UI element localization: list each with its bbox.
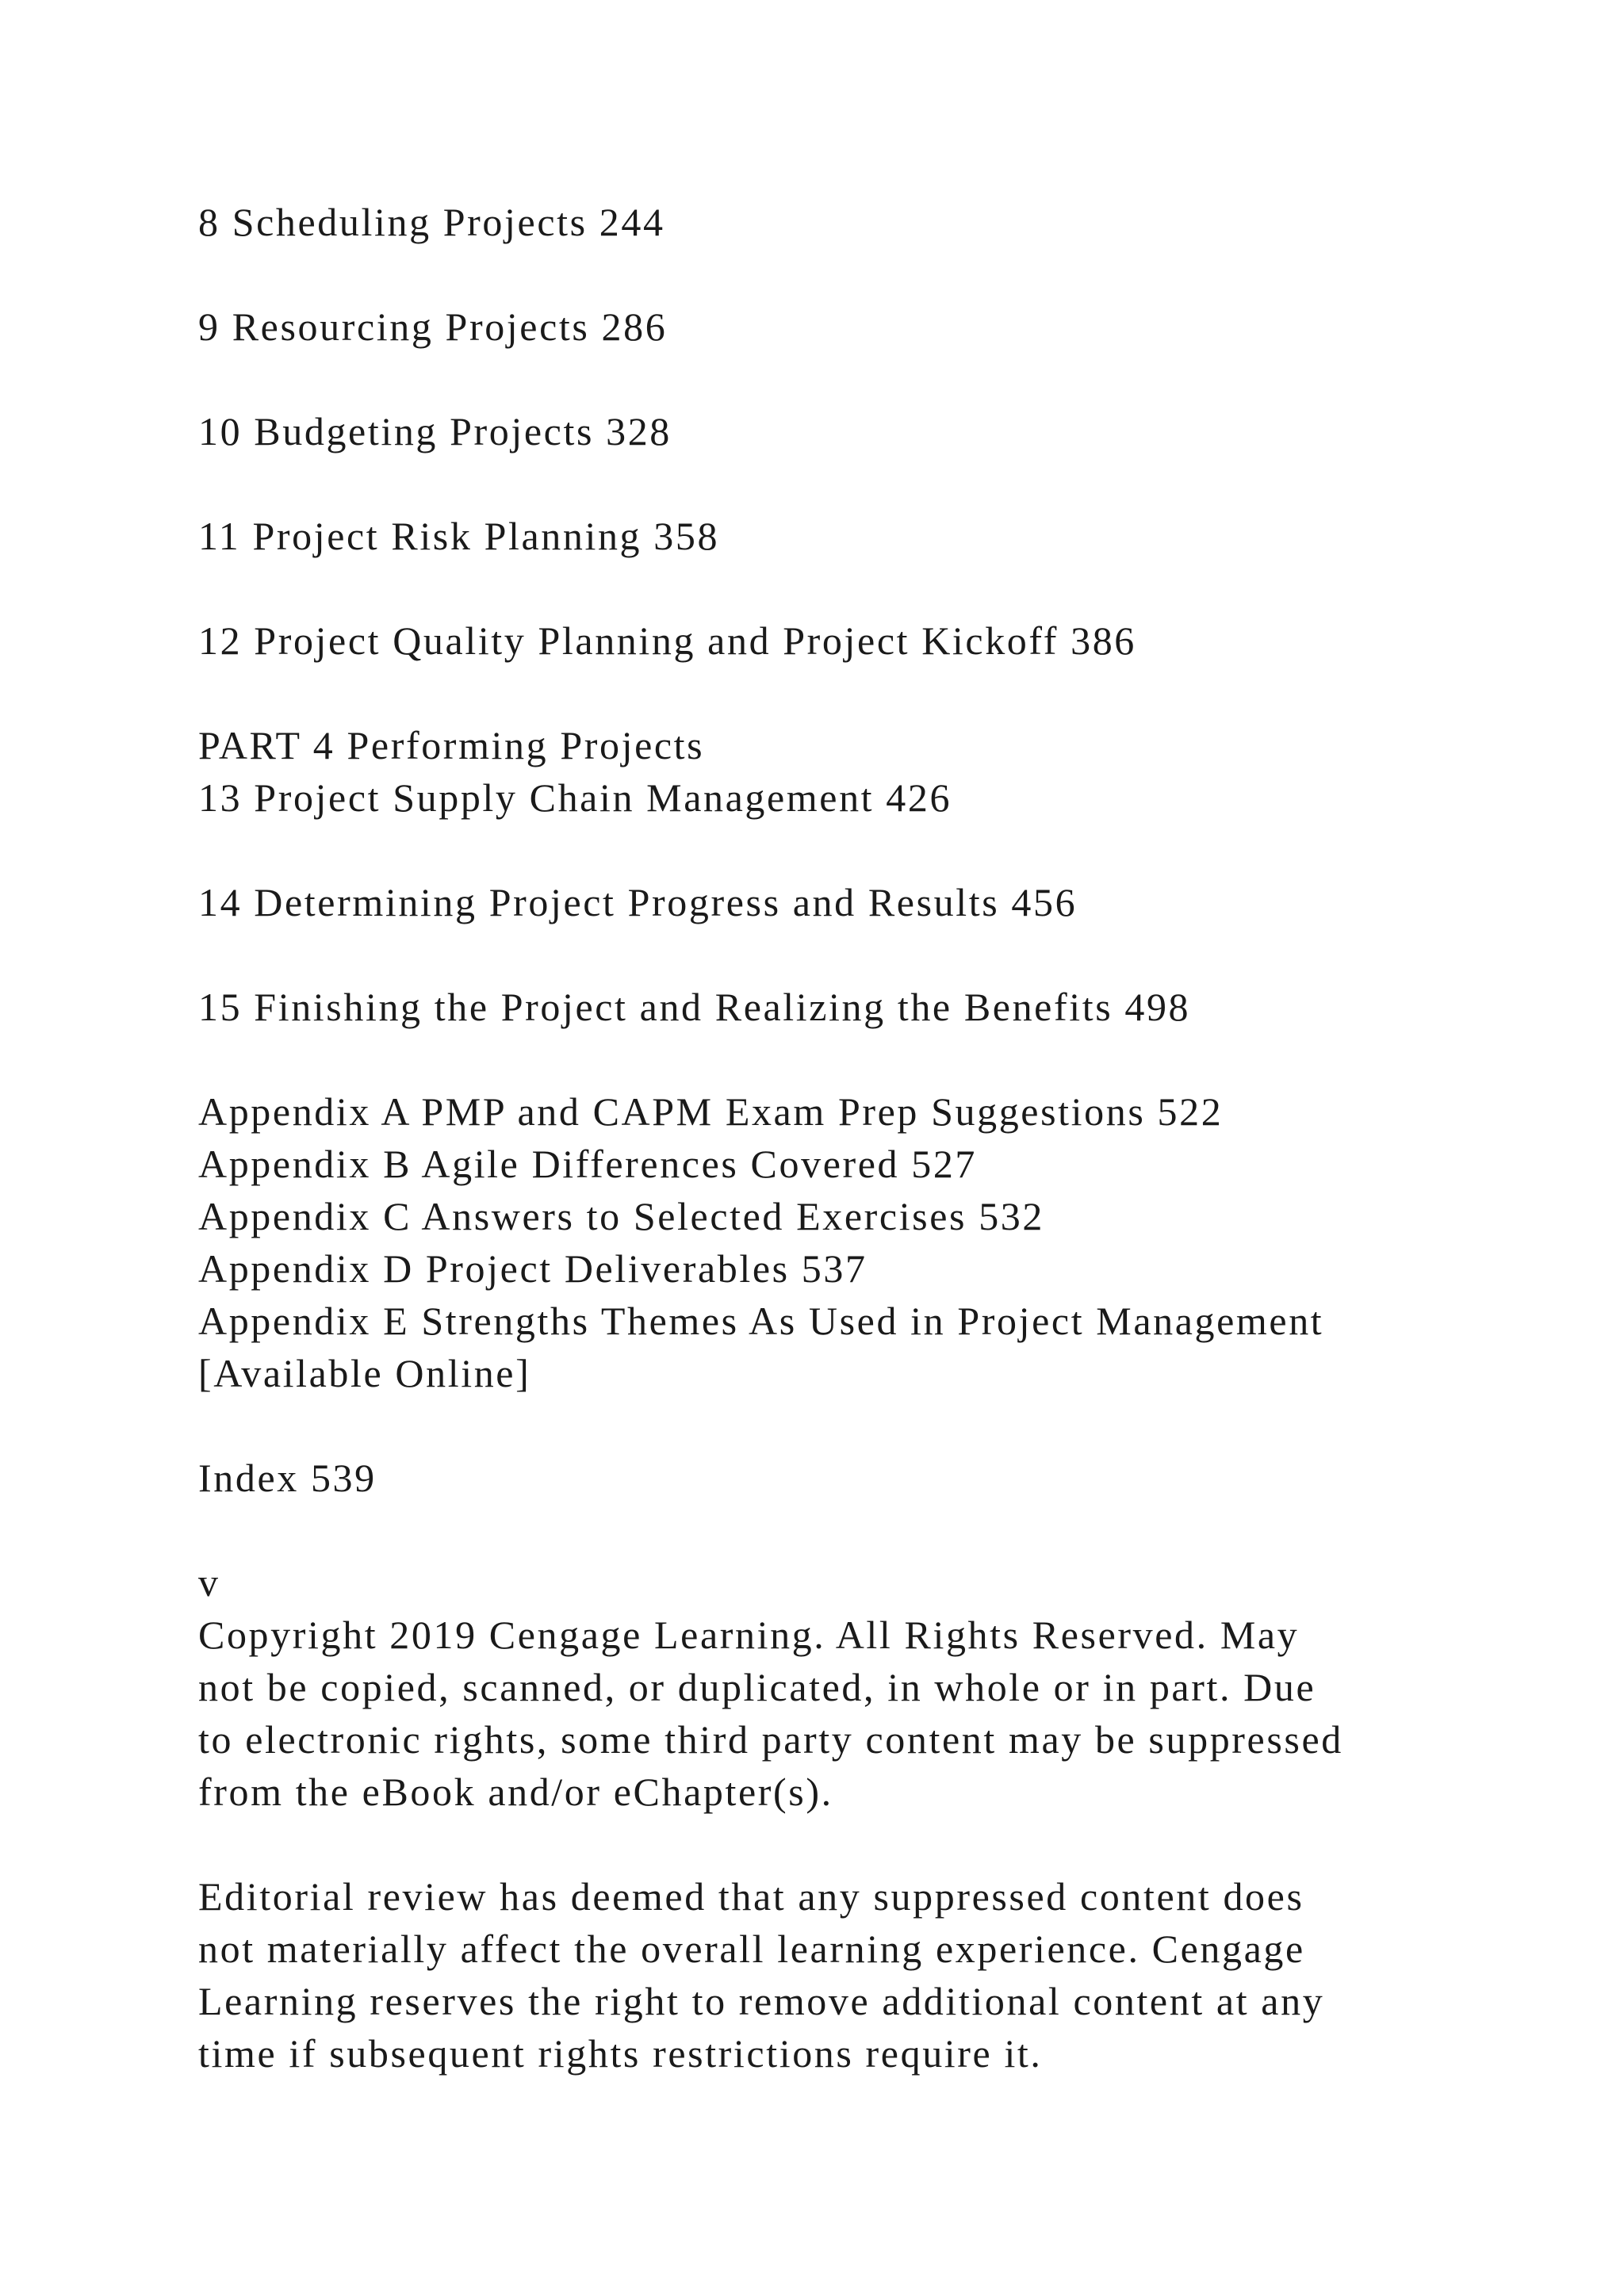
toc-entry-chapter-14: 14 Determining Project Progress and Results 456 [198,880,1078,924]
toc-entry-appendix-a: Appendix A PMP and CAPM Exam Prep Suggestions 522 [198,1089,1224,1134]
toc-entry-chapter-9: 9 Resourcing Projects 286 [198,304,668,349]
toc-entry-appendix-b: Appendix B Agile Differences Covered 527 [198,1142,978,1186]
copyright-line-1: Copyright 2019 Cengage Learning. All Rights Reserved. May [198,1613,1300,1657]
page-number: v [198,1560,220,1605]
editorial-line-4: time if subsequent rights restrictions require it. [198,2031,1043,2076]
toc-entry-chapter-10: 10 Budgeting Projects 328 [198,409,672,453]
copyright-line-3: to electronic rights, some third party content may be suppressed [198,1717,1343,1762]
toc-entry-appendix-e-note: [Available Online] [198,1351,531,1395]
toc-entry-appendix-c: Appendix C Answers to Selected Exercises 532 [198,1194,1044,1238]
toc-entry-chapter-15: 15 Finishing the Project and Realizing the Benefits 498 [198,985,1191,1029]
copyright-line-2: not be copied, scanned, or duplicated, in whole or in part. Due [198,1665,1316,1709]
editorial-line-1: Editorial review has deemed that any suppressed content does [198,1874,1304,1919]
toc-entry-chapter-11: 11 Project Risk Planning 358 [198,514,720,558]
editorial-line-3: Learning reserves the right to remove additional content at any [198,1979,1325,2023]
toc-entry-appendix-e: Appendix E Strengths Themes As Used in Project Management [198,1299,1324,1343]
toc-part-4-heading: PART 4 Performing Projects [198,723,705,767]
editorial-line-2: not materially affect the overall learning experience. Cengage [198,1927,1305,1971]
toc-entry-index: Index 539 [198,1456,377,1500]
copyright-line-4: from the eBook and/or eChapter(s). [198,1770,833,1814]
toc-entry-chapter-8: 8 Scheduling Projects 244 [198,200,665,244]
toc-entry-appendix-d: Appendix D Project Deliverables 537 [198,1246,868,1291]
toc-entry-chapter-12: 12 Project Quality Planning and Project Kickoff 386 [198,618,1136,663]
toc-entry-chapter-13: 13 Project Supply Chain Management 426 [198,775,952,820]
